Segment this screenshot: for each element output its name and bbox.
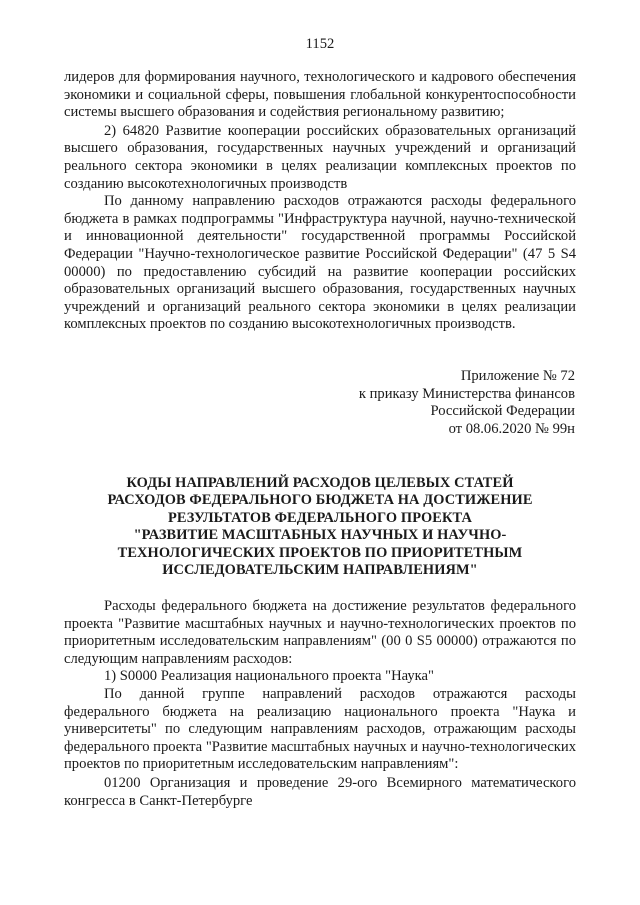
appendix-reference [300,368,575,438]
paragraph-group-description: По данной группе направлений расходов отражаются расходы федерального бюджета на реализацию национального проекта "Наука и университеты" по следующим направлениям расходов, отражающим расходы федерального проекта "Развитие масштабных научных и научно-технологических проектов по приоритетным исследовательским направлениям": [64,685,576,773]
document-title [70,475,570,579]
appendix-line-1: Приложение № 72 [460,368,575,384]
title-line-5: ТЕХНОЛОГИЧЕСКИХ ПРОЕКТОВ ПО ПРИОРИТЕТНЫМ [117,544,523,561]
title-line-2: РАСХОДОВ ФЕДЕРАЛЬНОГО БЮДЖЕТА НА ДОСТИЖЕНИЕ [107,492,533,509]
title-line-4: "РАЗВИТИЕ МАСШТАБНЫХ НАУЧНЫХ И НАУЧНО- [133,527,507,544]
paragraph-continuation: лидеров для формирования научного, технологического и кадрового обеспечения экономики и социальной сферы, повышения глобальной конкурентоспособности системы высшего образования и содействия региональному развитию; [64,69,576,121]
page-number: 1152 [305,36,335,52]
title-line-3: РЕЗУЛЬТАТОВ ФЕДЕРАЛЬНОГО ПРОЕКТА [167,509,473,526]
text-block-top [64,69,576,334]
appendix-line-3: Российской Федерации [430,403,575,420]
title-line-6: ИССЛЕДОВАТЕЛЬСКИМ НАПРАВЛЕНИЯМ" [162,562,478,579]
title-line-1: КОДЫ НАПРАВЛЕНИЙ РАСХОДОВ ЦЕЛЕВЫХ СТАТЕЙ [126,475,514,491]
appendix-line-4: от 08.06.2020 № 99н [448,420,575,437]
paragraph-group-s0000: 1) S0000 Реализация национального проекта "Наука" [104,668,434,685]
paragraph-intro: Расходы федерального бюджета на достижение результатов федерального проекта "Развитие масштабных научных и научно-технологических проектов по приоритетным исследовательским направлениям" (00 0 S5 00000) отражаются по следующим направлениям расходов: [64,598,576,667]
paragraph-direction-64820: 2) 64820 Развитие кооперации российских образовательных организаций высшего образования, государственных научных учреждений и организаций реального сектора экономики в целях реализации комплексных проектов по созданию высокотехнологичных производств [64,122,576,192]
appendix-line-2: к приказу Министерства финансов [358,385,575,402]
paragraph-direction-description: По данному направлению расходов отражаются расходы федерального бюджета в рамках подпрограммы "Инфраструктура научной, научно-технической и инновационной деятельности" государственной программы Российской Федерации "Научно-технологическое развитие Российской Федерации" (47 5 S4 00000) по предоставлению субсидий на развитие кооперации российских образовательных организаций высшего образования, государственных научных учреждений и организаций реального сектора экономики в целях реализации комплексных проектов по созданию высокотехнологичных производств. [64,193,576,333]
paragraph-direction-01200: 01200 Организация и проведение 29-ого Всемирного математического конгресса в Санкт-Петербурге [64,774,576,809]
text-block-bottom [64,598,576,810]
